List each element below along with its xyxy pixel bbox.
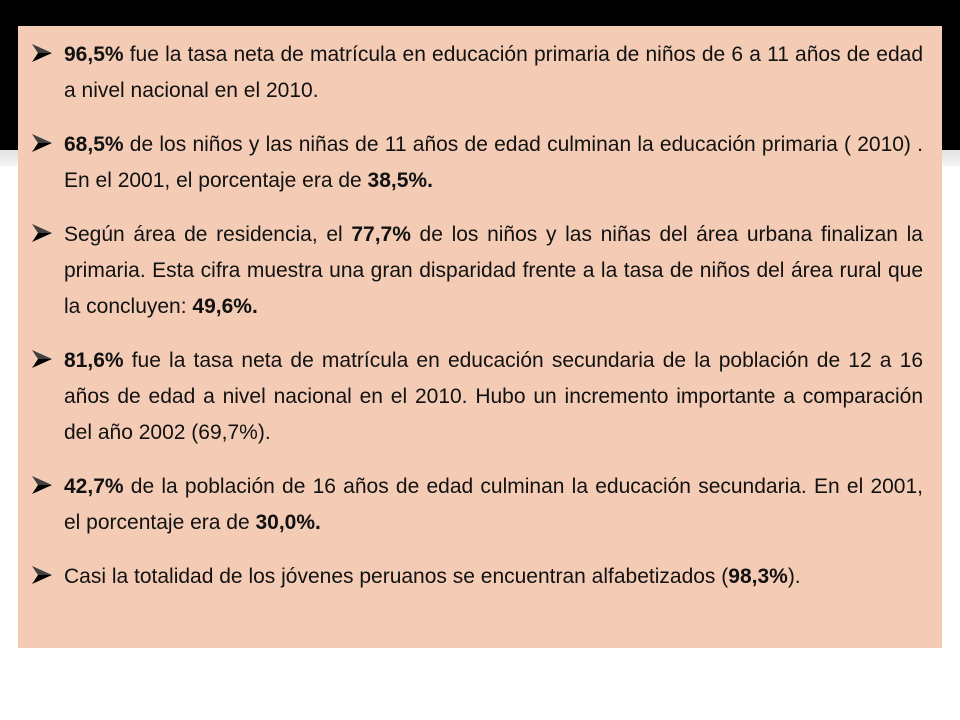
bullet-text-run: fue la tasa neta de matrícula en educación primaria de niños de 6 a 11 años de edad a nivel nacional en el 2010. [64,43,923,102]
bullet-highlight-value: 77,7% [351,223,411,246]
bullet-highlight-value: 96,5% [64,43,124,66]
bullet-text-run: fue la tasa neta de matrícula en educación secundaria de la población de 12 a 16 años de edad a nivel nacional en el 2010. Hubo un incremento importante a comparación del año 2002 (69,7%). [64,349,923,444]
bullet-text [64,217,923,325]
bullet-highlight-value: 98,3% [728,565,788,588]
bullet-item [30,469,923,541]
bullet-text [64,469,923,541]
bullet-item [30,127,923,199]
bullet-text [64,559,923,595]
arrowhead-bullet-icon [30,43,56,63]
bullet-text-run: de los niños y las niñas del área urbana finalizan la primaria. Esta cifra muestra una gran disparidad frente a la tasa de niños del área rural que la concluyen: [64,223,923,318]
bullet-text-run: Según área de residencia, el [64,223,352,246]
bullet-item [30,37,923,109]
bullet-highlight-value: 68,5% [64,133,124,156]
bullet-highlight-value: 42,7% [64,475,124,498]
bullet-text [64,343,923,451]
arrowhead-bullet-icon [30,565,56,585]
bullet-highlight-value: 49,6%. [192,295,258,318]
bullet-text [64,37,923,109]
bullet-text-run: ). [787,565,801,588]
bullet-item [30,559,923,595]
arrowhead-bullet-icon [30,133,56,153]
bullet-item [30,343,923,451]
bullet-text-run: de los niños y las niñas de 11 años de edad culminan la educación primaria ( 2010) . En el 2001, el porcentaje era de [64,133,923,192]
arrowhead-bullet-icon [30,223,56,243]
bullet-highlight-value: 30,0%. [255,511,321,534]
bullet-highlight-value: 38,5%. [367,169,433,192]
arrowhead-bullet-icon [30,475,56,495]
bullet-highlight-value: 81,6% [64,349,124,372]
bullet-item [30,217,923,325]
bullet-text [64,127,923,199]
bullet-list-box [18,26,942,648]
bullet-text-run: de la población de 16 años de edad culminan la educación secundaria. En el 2001, el porcentaje era de [64,475,923,534]
arrowhead-bullet-icon [30,349,56,369]
bullet-text-run: Casi la totalidad de los jóvenes peruanos se encuentran alfabetizados ( [64,565,729,588]
